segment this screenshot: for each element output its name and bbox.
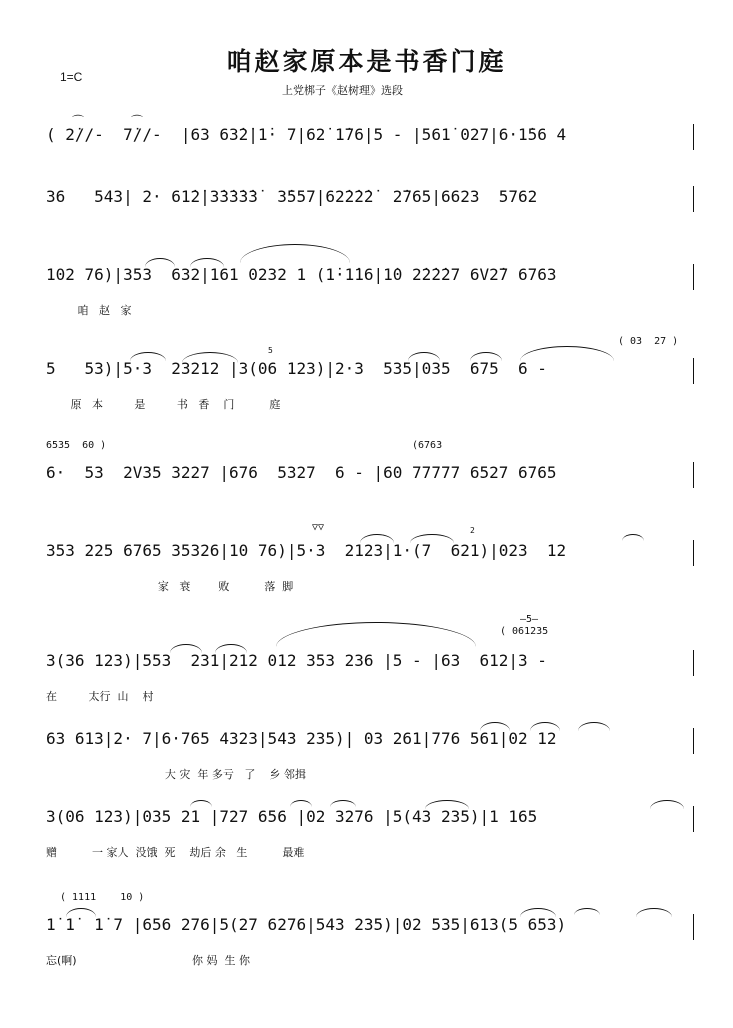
barline (693, 462, 694, 488)
slur-mark (622, 534, 644, 541)
barline (693, 358, 694, 384)
lyrics-line (46, 162, 686, 178)
music-system-7 (0, 614, 733, 734)
lyrics-line: 家 衰 败 落 脚 (46, 580, 294, 593)
lyrics-line: 大 灾 年 多亏 了 乡 邻揖 (46, 768, 306, 781)
barline (693, 728, 694, 754)
grace-note-annotation: 2 (470, 526, 475, 535)
notation-line: 3(36 123)|553 231|212 012 353 236 |5 - |63 612|3 - (46, 651, 547, 670)
notation-line: 63 613|2· 7|6·765 4323|543 235)| 03 261|776 561|02 12 (46, 729, 557, 748)
lyrics-line: 赠 一 家人 没饿 死 劫后 余 生 最难 (46, 846, 305, 859)
lyrics-line (46, 500, 686, 516)
notation-line: 1̇ 1̇ 1̇ 7 |656 276|5(27 6276|543 235)|02 535|613(5 653) (46, 915, 567, 934)
song-title: 咱赵家原本是书香门庭 (226, 47, 507, 76)
lyrics-line: 原 本 是 书 香 门 庭 (46, 398, 281, 411)
barline (693, 186, 694, 212)
barline (693, 540, 694, 566)
barline (693, 806, 694, 832)
fermata-icon: ⌒ (131, 114, 144, 128)
notation-line: 353 225 6765 35326|10 76)|5·3 2123|1·(7 621)|023 12 (46, 541, 567, 560)
slur-mark (330, 800, 356, 807)
slur-mark (190, 800, 212, 807)
music-system-4 (0, 336, 733, 442)
music-system-10 (0, 892, 733, 998)
notation-line: ( 2̇//- 7̇//- |63 63̇2̇|1̇· 7|62̇ 1̇76|5 - |561̇ 027|6·1̇56 4 (46, 125, 567, 144)
lyrics-line: 在 太行 山 村 (46, 690, 154, 703)
barline (693, 650, 694, 676)
song-source: 上党梆子《赵树理》选段 (282, 85, 403, 97)
ornament-annotation: (6763 (412, 440, 443, 451)
ornament-annotation: ( 03 27 ) (618, 336, 679, 347)
music-system-6 (0, 522, 733, 624)
ornament-annotation: —5— (520, 614, 539, 625)
music-system-8 (0, 722, 733, 812)
music-system-3 (0, 258, 733, 348)
ornament-annotation: ( 1111 10 ) (60, 892, 145, 903)
notation-line: 102 76)|353 632|161 0232 1 (1̇·1̇16|1̇0 2̇2̇2̇27 6V2̇7 6763 (46, 265, 557, 284)
music-system-5 (0, 440, 733, 546)
accent-annotation: ▽▽ (312, 522, 325, 533)
slur-mark (520, 346, 614, 361)
notation-line: 5 53)|5·3 23212 |3(06 123)|2·3 535|035 675 6 - (46, 359, 547, 378)
lyrics-line (46, 224, 686, 240)
music-system-9 (0, 800, 733, 890)
ornament-annotation: 6535 60 ) (46, 440, 107, 451)
barline (693, 264, 694, 290)
slur-mark (574, 908, 600, 915)
key-signature: 1=C (60, 70, 83, 84)
notation-line: 6· 53 2V35 3227 |676 5327 6 - |60 77777 6527 6765 (46, 463, 557, 482)
ornament-annotation: ( 061235 (500, 626, 549, 637)
slur-mark (290, 800, 312, 807)
lyrics-line: 忘(啊) 你 妈 生 你 (46, 954, 250, 967)
fermata-icon: ⌒ (72, 114, 85, 128)
grace-note-annotation: 5 (268, 346, 273, 355)
barline (693, 124, 694, 150)
music-system-2 (0, 180, 733, 270)
slur-mark (276, 622, 476, 647)
lyrics-line: 咱 赵 家 (46, 304, 132, 317)
barline (693, 914, 694, 940)
notation-line: 3(06 123)|035 21 |727 656 |02 3276 |5(43 235)|1 165 (46, 807, 538, 826)
notation-line: 36 543| 2· 61̇2̇|3̇3̇3̇3̇3̇ 3̇557|62̇2̇2̇2̇ 2̇765|6623 5762 (46, 187, 538, 206)
